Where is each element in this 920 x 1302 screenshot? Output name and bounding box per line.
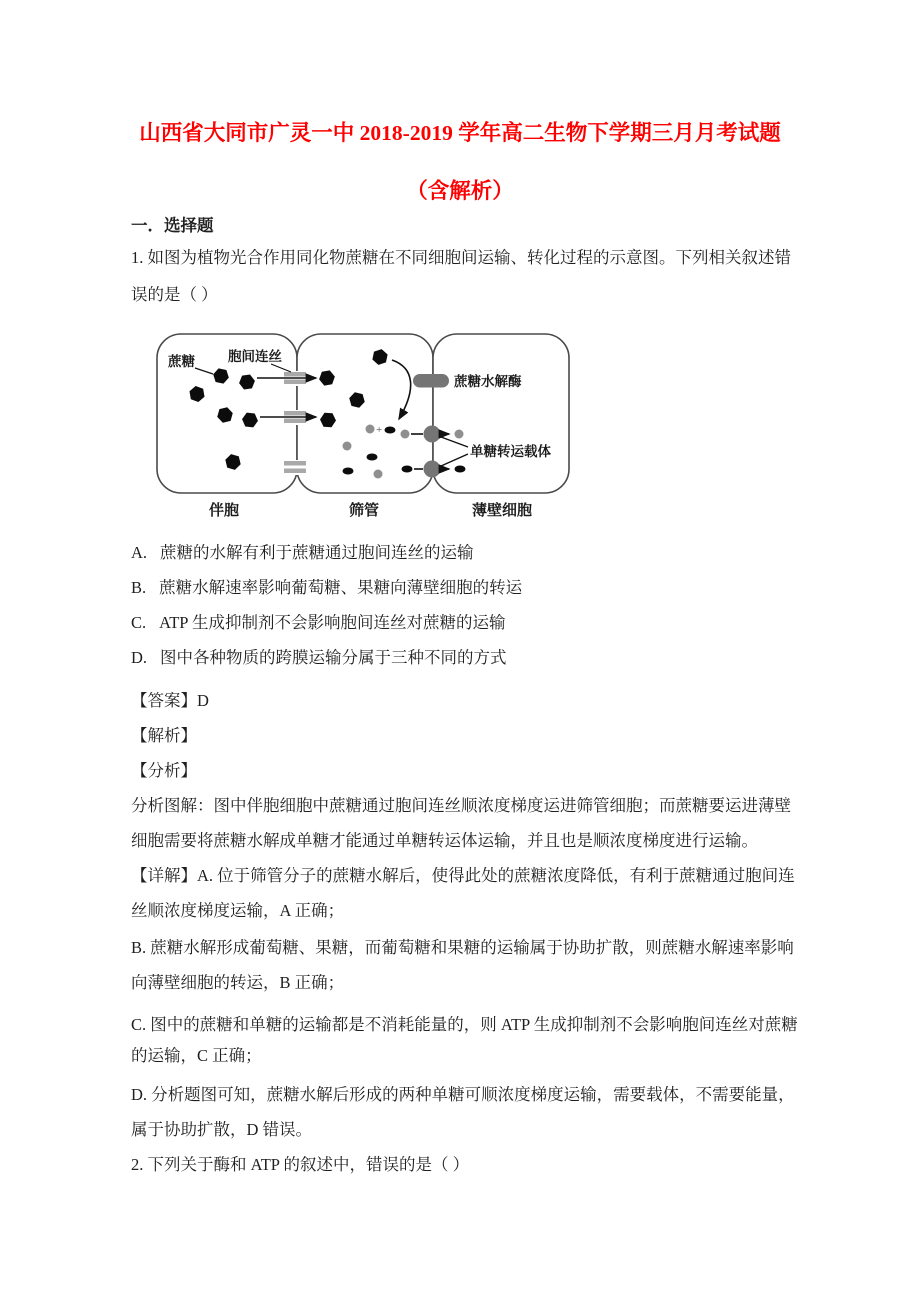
detail-line-8: 属于协助扩散，D 错误。 <box>131 1120 313 1139</box>
option-c-label: C. <box>131 613 147 632</box>
sieve-tube-shape <box>297 334 433 493</box>
option-a-label: A. <box>131 543 148 562</box>
option-b <box>131 576 522 600</box>
parenchyma-cell-shape <box>433 334 569 493</box>
transporter-circle-top <box>424 426 441 443</box>
question-1-stem-line-1: 1. 如图为植物光合作用同化物蔗糖在不同细胞间运输、转化过程的示意图。下列相关叙述错 <box>131 248 791 267</box>
option-d-text: 图中各种物质的跨膜运输分属于三种不同的方式 <box>160 648 507 667</box>
option-b-label: B. <box>131 578 147 597</box>
answer-line <box>131 689 209 713</box>
option-d-label: D. <box>131 648 148 667</box>
detail-line-3: B. 蔗糖水解形成葡萄糖、果糖，而葡萄糖和果糖的运输属于协助扩散，则蔗糖水解速率影响 <box>131 938 794 957</box>
transporter-circle-bottom <box>424 461 441 478</box>
option-b-text: 蔗糖水解速率影响葡萄糖、果糖向薄壁细胞的转运 <box>159 578 523 597</box>
jiexi-header: 【解析】 <box>131 726 197 745</box>
detail-line-1: 【详解】A. 位于筛管分子的蔗糖水解后，使得此处的蔗糖浓度降低，有利于蔗糖通过胞间连 <box>131 866 795 885</box>
section-heading: 一．选择题 <box>131 216 214 235</box>
sieve-tube-label: 筛管 <box>348 503 380 519</box>
fenxi-header: 【分析】 <box>131 761 197 780</box>
hydrolase-label: 蔗糖水解酶 <box>454 374 522 389</box>
cell-transport-diagram <box>143 328 603 528</box>
option-c-text: ATP 生成抑制剂不会影响胞间连丝对蔗糖的运输 <box>159 613 506 632</box>
question-1-stem-line-2: 误的是（ ） <box>131 285 218 304</box>
detail-line-7: D. 分析题图可知，蔗糖水解后形成的两种单糖可顺浓度梯度运输，需要载体，不需要能量， <box>131 1085 795 1104</box>
fenxi-line-2: 细胞需要将蔗糖水解成单糖才能通过单糖转运体运输，并且也是顺浓度梯度进行运输。 <box>131 831 758 850</box>
option-a <box>131 541 474 565</box>
detail-line-4: 向薄壁细胞的转运，B 正确； <box>131 973 345 992</box>
svg-text:+: + <box>376 424 383 436</box>
detail-line-6: 的运输，C 正确； <box>131 1046 262 1065</box>
page-title: 山西省大同市广灵一中 2018-2019 学年高二生物下学期三月月考试题 <box>139 121 781 145</box>
answer-value: D <box>197 691 209 710</box>
fenxi-line-1: 分析图解：图中伴胞细胞中蔗糖通过胞间连丝顺浓度梯度运进筛管细胞；而蔗糖要运进薄壁 <box>131 796 791 815</box>
page-subtitle: （含解析） <box>406 179 514 203</box>
transporter-label: 单糖转运载体 <box>470 444 551 459</box>
option-d <box>131 646 507 670</box>
detail-line-5: C. 图中的蔗糖和单糖的运输都是不消耗能量的，则 ATP 生成抑制剂不会影响胞间连丝对蔗糖 <box>131 1015 798 1034</box>
companion-cell-label: 伴胞 <box>208 503 240 519</box>
question-2-stem: 2. 下列关于酶和 ATP 的叙述中，错误的是（ ） <box>131 1155 470 1174</box>
sucrose-hydrolase-shape <box>413 374 449 388</box>
parenchyma-cell-label: 薄壁细胞 <box>471 503 533 519</box>
sucrose-label: 蔗糖 <box>168 354 195 369</box>
plasmodesmata-label: 胞间连丝 <box>228 349 282 364</box>
option-c <box>131 611 506 635</box>
answer-label: 【答案】 <box>131 691 197 710</box>
option-a-text: 蔗糖的水解有利于蔗糖通过胞间连丝的运输 <box>160 543 474 562</box>
detail-line-2: 丝顺浓度梯度运输，A 正确； <box>131 901 345 920</box>
